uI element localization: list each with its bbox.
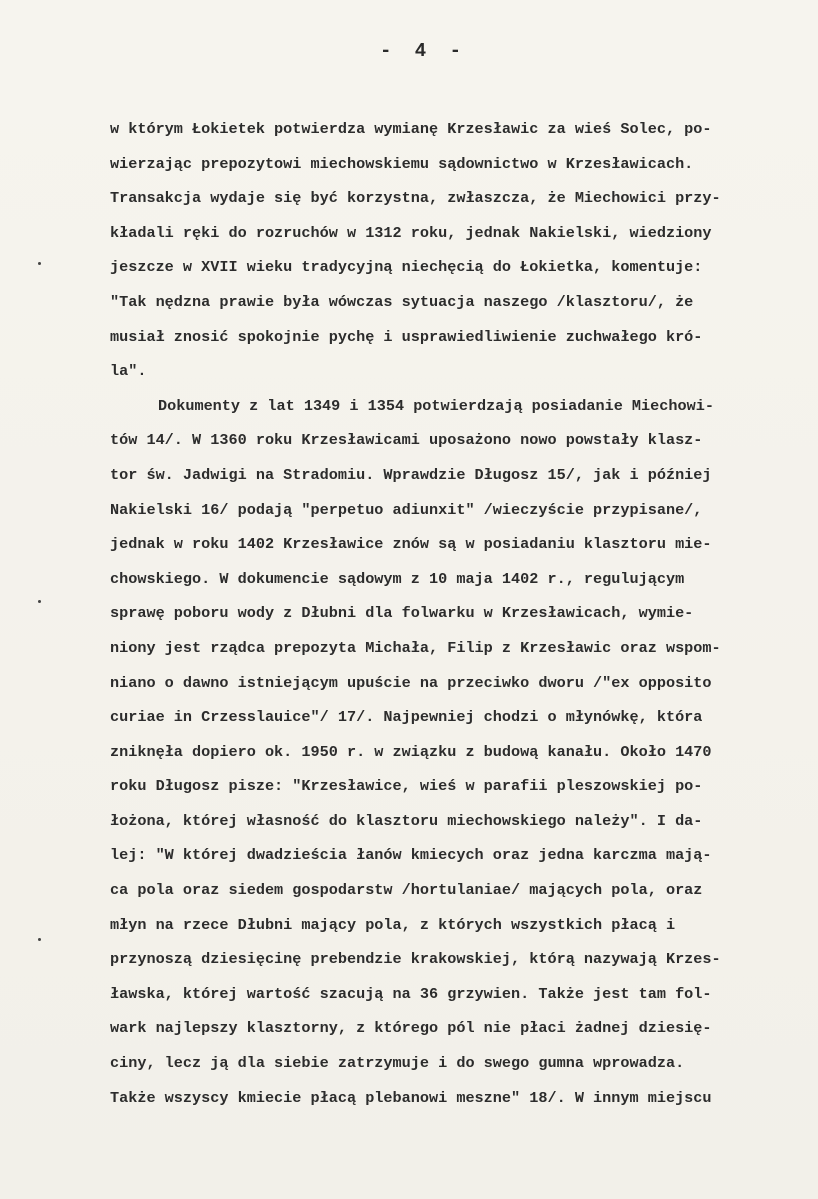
text-line: wark najlepszy klasztorny, z którego pól nie płaci żadnej dziesię- bbox=[110, 1019, 712, 1038]
text-line: niano o dawno istniejącym upuście na przeciwko dworu /"ex opposito bbox=[110, 673, 712, 692]
text-line: jeszcze w XVII wieku tradycyjną niechęcią do Łokietka, komentuje: bbox=[110, 258, 703, 277]
text-line: niony jest rządca prepozyta Michała, Filip z Krzesławic oraz wspom- bbox=[110, 638, 721, 657]
paragraph-start-line: Dokumenty z lat 1349 i 1354 potwierdzają posiadanie Miechowi- bbox=[158, 396, 714, 415]
page-number: - 4 - bbox=[380, 40, 468, 62]
text-line: la". bbox=[110, 362, 147, 381]
text-line: Także wszyscy kmiecie płacą plebanowi meszne" 18/. W innym miejscu bbox=[110, 1088, 712, 1107]
text-line: przynoszą dziesięcinę prebendzie krakowskiej, którą nazywają Krzes- bbox=[110, 950, 721, 969]
text-line: chowskiego. W dokumencie sądowym z 10 maja 1402 r., regulującym bbox=[110, 569, 685, 588]
text-line: lej: "W której dwadzieścia łanów kmiecych oraz jedna karczma mają- bbox=[110, 846, 712, 865]
text-line: młyn na rzece Dłubni mający pola, z których wszystkich płacą i bbox=[110, 915, 676, 934]
text-line: kładali ręki do rozruchów w 1312 roku, jednak Nakielski, wiedziony bbox=[110, 223, 712, 242]
text-line: sprawę poboru wody z Dłubni dla folwarku w Krzesławicach, wymie- bbox=[110, 604, 694, 623]
text-line: tor św. Jadwigi na Stradomiu. Wprawdzie Długosz 15/, jak i później bbox=[110, 465, 712, 484]
body-text bbox=[110, 112, 800, 1115]
text-line: ławska, której wartość szacują na 36 grzywien. Także jest tam fol- bbox=[110, 984, 712, 1003]
text-line: roku Długosz pisze: "Krzesławice, wieś w parafii pleszowskiej po- bbox=[110, 777, 703, 796]
text-line: wierzając prepozytowi miechowskiemu sądownictwo w Krzesławicach. bbox=[110, 154, 694, 173]
text-line: tów 14/. W 1360 roku Krzesławicami uposażono nowo powstały klasz- bbox=[110, 431, 703, 450]
text-line: ciny, lecz ją dla siebie zatrzymuje i do swego gumna wprowadza. bbox=[110, 1054, 685, 1073]
text-line: ca pola oraz siedem gospodarstw /hortulaniae/ mających pola, oraz bbox=[110, 881, 703, 900]
text-line: Transakcja wydaje się być korzystna, zwłaszcza, że Miechowici przy- bbox=[110, 189, 721, 208]
text-line: w którym Łokietek potwierdza wymianę Krzesławic za wieś Solec, po- bbox=[110, 120, 712, 138]
text-line: curiae in Crzesslauice"/ 17/. Najpewniej chodzi o młynówkę, która bbox=[110, 708, 703, 727]
margin-speck bbox=[38, 600, 41, 603]
text-line: jednak w roku 1402 Krzesławice znów są w posiadaniu klasztoru mie- bbox=[110, 535, 712, 554]
text-line: "Tak nędzna prawie była wówczas sytuacja naszego /klasztoru/, że bbox=[110, 292, 694, 311]
text-line: Nakielski 16/ podają "perpetuo adiunxit" /wieczyście przypisane/, bbox=[110, 500, 703, 519]
text-line: musiał znosić spokojnie pychę i usprawiedliwienie zuchwałego kró- bbox=[110, 327, 703, 346]
margin-speck bbox=[38, 938, 41, 941]
text-line: łożona, której własność do klasztoru miechowskiego należy". I da- bbox=[110, 811, 703, 830]
margin-speck bbox=[38, 262, 41, 265]
text-line: zniknęła dopiero ok. 1950 r. w związku z budową kanału. Około 1470 bbox=[110, 742, 712, 761]
